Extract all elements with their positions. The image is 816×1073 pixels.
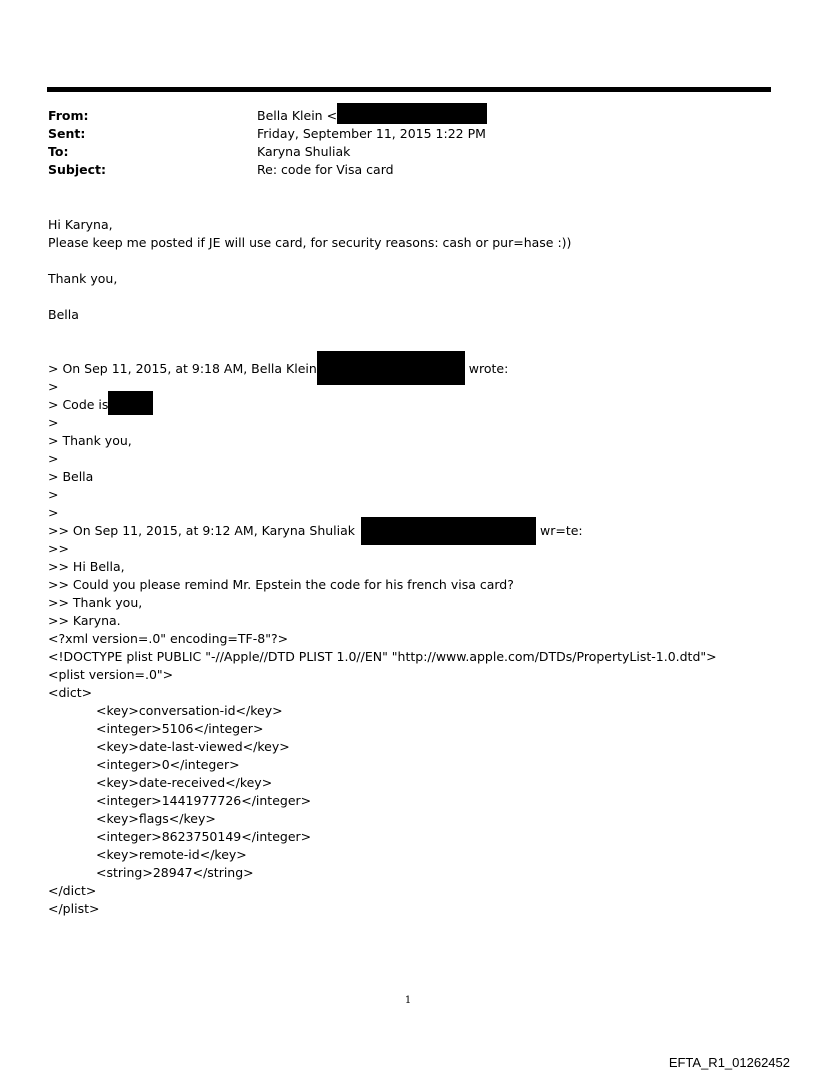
from-name: Bella Klein < xyxy=(257,108,338,123)
quote1-thanks: > Thank you, xyxy=(48,433,132,448)
plist-entry: <key>date-received</key> xyxy=(96,775,273,790)
plist-entry: <key>flags</key> xyxy=(96,811,216,826)
from-value xyxy=(257,107,487,125)
plist-entry: <key>conversation-id</key> xyxy=(96,703,283,718)
plist-dict-open: <dict> xyxy=(48,685,93,700)
sent-row xyxy=(48,125,748,143)
plist-close: </plist> xyxy=(48,901,100,916)
quote1-intro-end: wrote: xyxy=(464,361,509,376)
plist-entry: <key>date-last-viewed</key> xyxy=(96,739,290,754)
quote1-intro xyxy=(48,360,788,378)
quoted-line: > xyxy=(48,487,59,502)
sent-value: Friday, September 11, 2015 1:22 PM xyxy=(257,126,486,141)
quote2-intro-end: wr=te: xyxy=(536,523,583,538)
plist-dict-close: </dict> xyxy=(48,883,97,898)
email-body xyxy=(48,216,788,918)
to-label: To: xyxy=(48,144,69,159)
plist-doctype: <!DOCTYPE plist PUBLIC "-//Apple//DTD PLIST 1.0//EN" "http://www.apple.com/DTDs/PropertyList-1.0.dtd"> xyxy=(48,649,717,664)
quoted-line: > xyxy=(48,505,59,520)
email-header xyxy=(48,107,748,179)
sent-label: Sent: xyxy=(48,126,86,141)
quote2-intro-text: >> On Sep 11, 2015, at 9:12 AM, Karyna Shuliak xyxy=(48,523,356,538)
quote1-code xyxy=(48,396,788,414)
quoted-line: > xyxy=(48,451,59,466)
header-rule xyxy=(47,87,771,92)
quote1-intro-text: > On Sep 11, 2015, at 9:18 AM, Bella Klein xyxy=(48,361,317,376)
body-greeting: Hi Karyna, xyxy=(48,217,113,232)
quote1-code-text: > Code is xyxy=(48,397,109,412)
subject-row xyxy=(48,161,748,179)
plist-xml-declaration: <?xml version=.0" encoding=TF-8"?> xyxy=(48,631,289,646)
body-thanks: Thank you, xyxy=(48,271,118,286)
quote2-thanks: >> Thank you, xyxy=(48,595,143,610)
quote1-name: > Bella xyxy=(48,469,94,484)
plist-entry: <integer>1441977726</integer> xyxy=(96,793,312,808)
page-number: 1 xyxy=(404,995,412,1006)
plist-entry: <key>remote-id</key> xyxy=(96,847,247,862)
to-row xyxy=(48,143,748,161)
plist-entry: <string>28947</string> xyxy=(96,865,254,880)
plist-entry: <integer>0</integer> xyxy=(96,757,240,772)
from-row xyxy=(48,107,748,125)
to-value: Karyna Shuliak xyxy=(257,144,351,159)
redaction-box xyxy=(337,103,487,124)
plist-open: <plist version=.0"> xyxy=(48,667,174,682)
quote2-intro xyxy=(48,522,788,540)
subject-value: Re: code for Visa card xyxy=(257,162,394,177)
body-line: Please keep me posted if JE will use card, for security reasons: cash or pur=hase :)) xyxy=(48,235,572,250)
plist-entry: <integer>8623750149</integer> xyxy=(96,829,312,844)
from-label: From: xyxy=(48,108,89,123)
quote2-request: >> Could you please remind Mr. Epstein the code for his french visa card? xyxy=(48,577,514,592)
quoted-line: > xyxy=(48,379,59,394)
redaction-box xyxy=(108,391,153,415)
quote2-name: >> Karyna. xyxy=(48,613,121,628)
body-signature: Bella xyxy=(48,307,79,322)
quoted-line: >> xyxy=(48,541,69,556)
quoted-line: > xyxy=(48,415,59,430)
plist-entry: <integer>5106</integer> xyxy=(96,721,264,736)
quote2-hi: >> Hi Bella, xyxy=(48,559,125,574)
document-id: EFTA_R1_01262452 xyxy=(668,1055,790,1070)
subject-label: Subject: xyxy=(48,162,106,177)
